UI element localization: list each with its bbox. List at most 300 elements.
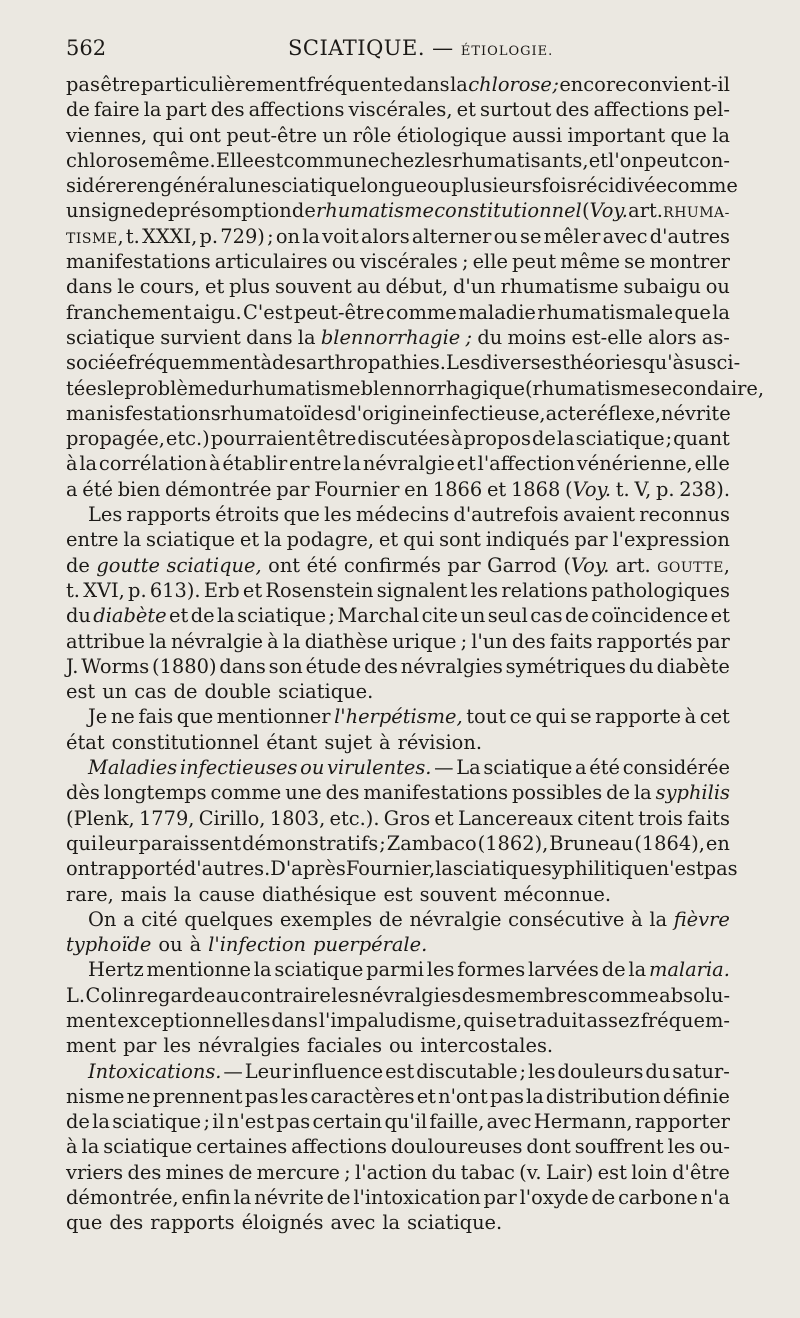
word: par [483,1186,517,1210]
word: consécutive [508,907,625,931]
word: de [66,98,90,122]
word: etc.) [165,427,210,451]
word: intercostales. [420,1034,554,1058]
word: peut [644,148,689,172]
word: sciatique [575,427,665,451]
word: l'affection [477,452,576,476]
word: a [575,756,587,780]
word: rhumatismale [537,300,674,324]
word: dans [403,73,450,96]
word: ; [267,224,274,248]
word: a [123,907,135,931]
word: sciatique [103,1135,193,1159]
word: des [325,781,360,805]
word: satur- [672,1059,730,1083]
word: névrite [661,401,731,425]
word: se [624,250,646,274]
word: pas [703,857,738,881]
word: mercure [256,1160,340,1184]
word: rapports [150,1211,235,1235]
word: viennes, [66,123,148,147]
word: pas [489,1084,524,1108]
text-line [66,274,730,299]
word: particulièrement [140,73,307,96]
word: indiqués [485,528,570,552]
word: sciatique [112,1110,202,1134]
word: être [316,427,357,451]
word: aigu. [192,300,242,324]
word: propos [463,427,531,451]
word: constitutionnel [111,730,260,754]
word: que [674,300,711,324]
word: manifestations [363,781,509,805]
word: l'infection [208,933,307,957]
word: les [331,983,359,1007]
word: névralgie [409,907,502,931]
word: douloureuses [390,1135,523,1159]
word: cet [699,705,730,729]
word: des [364,654,398,678]
word: que [176,705,214,729]
word: entre [289,452,342,476]
text-line [66,1160,730,1185]
word: ont [66,857,98,881]
word: les [324,503,352,527]
word: constitutionnel [434,199,582,223]
word: même. [149,148,216,172]
word: la [92,1110,110,1134]
text-line [66,629,730,654]
word: cours, [139,275,201,299]
word: même [560,250,620,274]
word: définie [662,1084,730,1108]
word: diabète [93,604,167,628]
word: à [631,907,643,931]
word: est [383,882,413,906]
word: signalent [376,578,468,602]
word: névrite [254,1186,324,1210]
word: faille, [429,1110,485,1134]
word: ; [665,427,673,451]
word: méconnue. [503,882,611,906]
word: de [66,553,90,577]
word: un [460,604,486,628]
word: exceptionnelles [117,1008,271,1032]
text-line [66,527,730,552]
word: Rosenstein [265,578,374,602]
word: de [378,907,403,931]
word: distribution [545,1084,661,1108]
word: Maladies [88,756,178,780]
word: en [404,477,429,501]
word: malaria. [648,958,730,982]
word: ; [519,1059,527,1083]
word: ou [705,275,730,299]
word: faciales [307,1034,383,1058]
word: seul [487,604,528,628]
word: 1868 [510,477,561,501]
word: la [382,1211,401,1235]
word: signe [91,199,144,223]
word: (1862), [477,831,549,855]
word: fréquem- [640,1008,730,1032]
word: Leur [244,1059,291,1083]
word: mines [165,1160,225,1184]
word: plus [229,275,271,299]
text-line [66,1210,730,1235]
word: de [173,680,198,704]
word: manisfestations [66,401,221,425]
word: la [435,857,453,881]
word: récidivée [576,174,668,198]
word: et [242,578,263,602]
word: été [306,553,338,577]
word: médecins [355,503,450,527]
word: Erb [203,578,240,602]
word: peut-être [226,123,318,147]
word: le [106,376,125,400]
word: infectieuses [179,756,298,780]
word: relations [501,578,588,602]
word: propagée, [66,427,165,451]
word: pel- [693,98,730,122]
word: du [431,1160,457,1184]
word: au [215,983,240,1007]
word: d'autrefois [453,503,559,527]
word: et [239,528,260,552]
word: nisme [66,1084,125,1108]
word: qu'il [384,1110,428,1134]
running-header [66,30,730,64]
word: contraire [240,983,331,1007]
text-line [66,780,730,805]
word: sujet [324,730,373,754]
word: Lancereaux [457,806,573,830]
word: GOUTTE, [657,553,730,577]
text-line [66,603,730,628]
word: subaigu [623,275,701,299]
word: blennorrhagique [360,376,525,400]
word: viscérales [359,250,458,274]
word: la [450,73,468,96]
word: peut [512,250,557,274]
word: sciatique [271,174,361,198]
text-line [66,1059,730,1084]
word: l'herpétisme, [334,705,463,729]
word: Hermann, [533,1110,633,1134]
word: les [424,148,453,172]
text-line [66,578,730,603]
word: la [297,325,316,349]
page-number: 562 [66,36,107,60]
word: la [253,958,272,982]
word: l'action [355,1160,428,1184]
word: Fournier [314,477,400,501]
word: (Plenk, [66,806,135,830]
word: ou [389,1034,414,1058]
word: plusieurs [451,174,542,198]
word: présomption [167,199,292,223]
word: son [268,654,303,678]
word: virulentes. [327,756,432,780]
word: la [233,1186,252,1210]
word: t. [615,477,630,501]
word: du [628,654,654,678]
word: diathésique [261,882,377,906]
text-line [66,198,730,223]
word: du [217,376,243,400]
text-line [66,97,730,122]
word: rhumatoïdes [220,401,345,425]
word: et [710,604,730,628]
text-line [66,451,730,476]
word: dans [66,275,113,299]
word: il [212,1110,225,1134]
word: franchement [66,300,192,324]
word: qui [403,528,435,552]
word: fais [138,705,174,729]
word: que [670,123,707,147]
word: faits [687,806,730,830]
word: à [379,730,391,754]
running-title [288,36,553,60]
word: diverses [480,351,562,375]
word: pathologiques [591,578,730,602]
word: du [477,325,503,349]
word: par [447,553,481,577]
word: citent [577,806,634,830]
word: caractères [310,1084,415,1108]
word: avec [602,224,648,248]
text-line [66,401,730,426]
word: la [282,629,301,653]
word: d'autres. [183,857,271,881]
word: affections [593,98,690,122]
word: être [100,73,141,96]
word: des [555,98,590,122]
word: J. [66,654,79,678]
word: elle [694,452,730,476]
word: sciatique. [407,1211,503,1235]
word: comme [385,300,457,324]
word: à [450,427,463,451]
word: fièvre [673,907,730,931]
word: t. [66,578,80,602]
word: cité [141,907,178,931]
word: pourraient [210,427,316,451]
word: prennent [152,1084,243,1108]
text-line [66,477,730,502]
word: et [169,604,189,628]
word: ; [552,73,559,96]
word: tées [66,376,107,400]
word: fois [541,174,577,198]
word: la [302,224,320,248]
word: révision. [397,730,482,754]
text-line [66,907,730,932]
word: discutées [357,427,450,451]
word: ; [344,1160,351,1184]
word: commune [283,148,380,172]
word: été [82,477,114,501]
word: souvent [419,882,497,906]
word: Colin [85,983,137,1007]
word: de [591,1186,616,1210]
word: podagre, [286,528,375,552]
word: sciatique. [278,680,374,704]
word: sciatique, [166,553,262,577]
word: typhoïde [66,933,152,957]
word: fréquemment [127,351,261,375]
word: à [267,629,279,653]
word: et [456,98,476,122]
word: V, [634,477,652,501]
text-line [66,72,730,97]
word: la [216,604,235,628]
word: la [123,528,142,552]
word: pas [244,1084,279,1108]
word: vénérienne, [576,452,693,476]
word: tout [466,705,506,729]
word: été [589,756,620,780]
text-line [66,1109,730,1134]
word: qui [535,705,567,729]
word: XVI, [83,578,125,602]
word: absolu- [659,983,730,1007]
word: étroits [215,503,280,527]
word: manifestations [66,250,211,274]
word: sociée [66,351,128,375]
body-text [66,72,765,1236]
word: qu'à [642,351,685,375]
word: la [143,98,162,122]
word: Les [445,351,481,375]
word: ou [493,224,518,248]
word: sidérer [66,174,137,198]
word: réflexe, [587,401,662,425]
word: t. [125,224,140,248]
word: la [81,1135,100,1159]
word: rapportés [596,629,693,653]
text-line [66,882,730,907]
word: larvées [527,958,599,982]
word: l'oxyde [519,1186,589,1210]
word: reconnus [639,503,730,527]
word: Elle [215,148,254,172]
word: en [136,174,161,198]
word: alterner [411,224,492,248]
word: confirmés [343,553,441,577]
word: est [254,148,284,172]
word: des [511,629,546,653]
word: paraissent [138,831,242,855]
word: on [275,224,300,248]
word: formes [457,958,526,982]
word: démonstratifs [242,831,379,855]
word: ont [189,123,221,147]
word: coïncidence [591,604,709,628]
word: les [527,1059,556,1083]
word: névralgies [359,983,462,1007]
word: regarde [137,983,216,1007]
text-line [66,1008,730,1033]
word: entre [66,528,119,552]
word: à [66,452,78,476]
word: problème [124,376,218,400]
word: L. [66,983,86,1007]
word: convient-il [627,73,730,96]
word: chlorose [468,73,552,96]
word: la [633,781,652,805]
word: ; [328,604,336,628]
word: RHUMA- [663,205,730,222]
word: ce [509,705,532,729]
word: et [204,275,225,299]
word: voit [322,224,359,248]
word: diathèse [304,629,389,653]
word: du [645,1059,671,1083]
word: surtout [480,98,552,122]
word: urique [392,629,457,653]
word: (Voy. [563,553,610,577]
word: est-elle [571,325,643,349]
word: alors [361,224,410,248]
word: de [66,1110,90,1134]
word: sciatique [483,756,573,780]
word: Intoxications. [88,1059,222,1083]
word: certain [312,1110,383,1134]
word: La [456,756,481,780]
word: On [88,907,117,931]
word: sciatique [237,604,327,628]
text-line [66,983,730,1008]
text-line [66,376,765,401]
word: les [470,578,499,602]
word: la [526,1084,544,1108]
word: ou [300,756,325,780]
word: est [385,1059,415,1083]
word: TISME, [66,224,124,248]
text-line [66,806,730,831]
word: l'on [608,148,644,172]
word: rhumatisme [242,376,361,400]
word: Marchal [337,604,420,628]
word: la [628,958,647,982]
text-line [66,553,730,578]
text-line [66,1134,730,1159]
word: exemples [279,907,373,931]
word: Hertz [88,958,144,982]
word: la [556,427,575,451]
word: 1866 [432,477,483,501]
word: ; [203,1110,210,1134]
text-line [66,325,730,350]
word: la [712,300,730,324]
word: C'est [243,300,293,324]
word: la [79,452,98,476]
word: p. [199,224,219,248]
word: symétriques [505,654,626,678]
word: ; [461,250,469,274]
word: d'être [672,1160,730,1184]
word: par [696,629,730,653]
word: se [520,224,542,248]
word: ou [158,933,183,957]
word: (Voy. [581,199,628,223]
word: qui [66,831,98,855]
word: quant [673,427,730,451]
word: encore [559,73,627,96]
